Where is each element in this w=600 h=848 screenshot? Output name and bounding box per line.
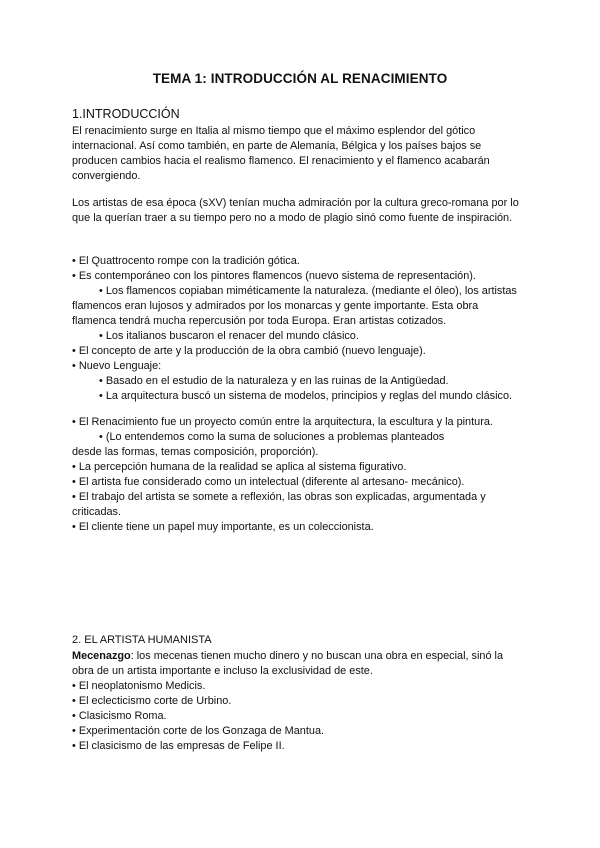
artists-paragraph <box>72 196 530 226</box>
list-item: • El Renacimiento fue un proyecto común entre la arquitectura, la escultura y la pintura. <box>72 416 493 428</box>
bullet-list-2 <box>72 415 530 535</box>
list-item: • El trabajo del artista se somete a reflexión, las obras son explicadas, argumentada y <box>72 491 486 503</box>
list-item: • El neoplatonismo Medicis. <box>72 680 206 692</box>
list-item: • Los italianos buscaron el renacer del mundo clásico. <box>99 330 359 342</box>
list-item: • El cliente tiene un papel muy importante, es un coleccionista. <box>72 521 374 533</box>
text-line: convergiendo. <box>72 170 141 182</box>
section-1-heading: 1.INTRODUCCIÓN <box>72 107 180 121</box>
text-line: que la querían traer a su tiempo pero no a modo de plagio sinó como fuente de inspiración. <box>72 212 513 224</box>
list-item: criticadas. <box>72 506 122 518</box>
list-item: • Nuevo Lenguaje: <box>72 360 162 372</box>
text-line: El renacimiento surge en Italia al mismo tiempo que el máximo esplendor del gótico <box>72 125 476 137</box>
list-item: • Clasicismo Roma. <box>72 710 167 722</box>
bullet-list-1 <box>72 254 530 404</box>
list-item: • (Lo entendemos como la suma de soluciones a problemas planteados <box>99 431 445 443</box>
list-item: • El concepto de arte y la producción de la obra cambió (nuevo lenguaje). <box>72 345 426 357</box>
mecenazgo-term: Mecenazgo <box>72 650 131 662</box>
list-item: • Experimentación corte de los Gonzaga de Mantua. <box>72 725 325 737</box>
list-item: • El Quattrocento rompe con la tradición gótica. <box>72 255 300 267</box>
list-item: • El eclecticismo corte de Urbino. <box>72 695 232 707</box>
list-item: • Basado en el estudio de la naturaleza y en las ruinas de la Antigüedad. <box>99 375 449 387</box>
list-item: flamenca tendrá mucha repercusión por toda Europa. Eran artistas cotizados. <box>72 315 447 327</box>
mecenazgo-paragraph <box>72 649 530 754</box>
text-line: producen cambios hacia el realismo flamenco. El renacimiento y el flamenco acabarán <box>72 155 490 167</box>
list-item: • El clasicismo de las empresas de Felipe II. <box>72 740 285 752</box>
list-item: • Los flamencos copiaban miméticamente la naturaleza. (mediante el óleo), los artistas <box>99 285 517 297</box>
list-item: flamencos eran lujosos y admirados por los monarcas y gente importante. Esta obra <box>72 300 479 312</box>
section-2-heading: 2. EL ARTISTA HUMANISTA <box>72 634 212 646</box>
mecenazgo-definition: : los mecenas tienen mucho dinero y no buscan una obra en especial, sinó la <box>130 650 504 662</box>
text-line: obra de un artista importante e incluso la exclusividad de este. <box>72 665 373 677</box>
text-line: internacional. Así como también, en parte de Alemania, Bélgica y los países bajos se <box>72 140 482 152</box>
text-line: Los artistas de esa época (sXV) tenían mucha admiración por la cultura greco-romana por lo <box>72 197 519 209</box>
text-line <box>72 649 530 664</box>
list-item: • Es contemporáneo con los pintores flamencos (nuevo sistema de representación). <box>72 270 476 282</box>
list-item: desde las formas, temas composición, proporción). <box>72 446 319 458</box>
list-item: • La arquitectura buscó un sistema de modelos, principios y reglas del mundo clásico. <box>99 390 513 402</box>
page-title: TEMA 1: INTRODUCCIÓN AL RENACIMIENTO <box>152 71 448 86</box>
intro-paragraph <box>72 124 530 184</box>
list-item: • El artista fue considerado como un intelectual (diferente al artesano- mecánico). <box>72 476 465 488</box>
list-item: • La percepción humana de la realidad se aplica al sistema figurativo. <box>72 461 407 473</box>
